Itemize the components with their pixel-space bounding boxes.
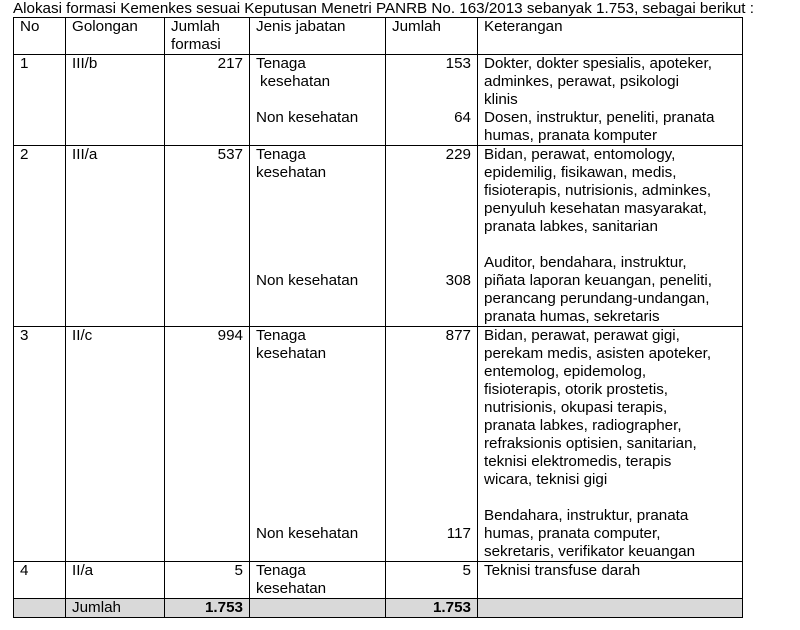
keterangan-line: wicara, teknisi gigi xyxy=(484,471,608,488)
keterangan-line: sekretaris, verifikator keuangan xyxy=(484,543,696,560)
table-row xyxy=(14,146,743,327)
total-row xyxy=(14,599,743,618)
total-jumlah: 1.753 xyxy=(386,599,478,618)
total-empty-no xyxy=(14,599,66,618)
jenis-non-kes: Non kesehatan xyxy=(256,272,359,289)
jenis-kes-line2: kesehatan xyxy=(256,345,327,362)
cell-formasi: 217 xyxy=(165,55,250,146)
header-jumlah-formasi-line2: formasi xyxy=(171,36,221,53)
total-empty-jenis xyxy=(250,599,386,618)
cell-no: 3 xyxy=(14,327,66,562)
jenis-kes-line1: Tenaga xyxy=(256,327,306,344)
keterangan-line: penyuluh kesehatan masyarakat, xyxy=(484,200,707,217)
cell-jumlah xyxy=(386,327,478,562)
table-row xyxy=(14,562,743,599)
jumlah-kes: 153 xyxy=(445,55,471,72)
cell-keterangan: Teknisi transfuse darah xyxy=(478,562,743,599)
cell-no: 2 xyxy=(14,146,66,327)
formasi-table xyxy=(13,17,743,618)
keterangan-line: klinis xyxy=(484,91,518,108)
keterangan-line: Dokter, dokter spesialis, apoteker, xyxy=(484,55,712,72)
keterangan-line: fisioterapis, otorik prostetis, xyxy=(484,381,669,398)
jenis-kes-line1: Tenaga xyxy=(256,55,306,72)
keterangan-line: pranata humas, sekretaris xyxy=(484,308,660,325)
jenis-non-kes: Non kesehatan xyxy=(256,109,359,126)
cell-no: 1 xyxy=(14,55,66,146)
header-no: No xyxy=(14,18,66,55)
header-jumlah-formasi-line1: Jumlah xyxy=(171,18,220,35)
jumlah-non-kes: 308 xyxy=(445,272,471,289)
keterangan-line: Dosen, instruktur, peneliti, pranata xyxy=(484,109,715,126)
cell-golongan: II/a xyxy=(66,562,165,599)
cell-golongan: II/c xyxy=(66,327,165,562)
keterangan-line: perancang perundang-undangan, xyxy=(484,290,710,307)
jenis-kes-line2: kesehatan xyxy=(260,73,331,90)
keterangan-line: Bidan, perawat, perawat gigi, xyxy=(484,327,680,344)
cell-jenis-jabatan xyxy=(250,55,386,146)
cell-jumlah xyxy=(386,146,478,327)
keterangan-line: Auditor, bendahara, instruktur, xyxy=(484,254,687,271)
cell-golongan: III/b xyxy=(66,55,165,146)
keterangan-line: adminkes, perawat, psikologi xyxy=(484,73,680,90)
keterangan-line: fisioterapis, nutrisionis, adminkes, xyxy=(484,182,712,199)
keterangan-line: entemolog, epidemolog, xyxy=(484,363,647,380)
cell-jenis-jabatan xyxy=(250,327,386,562)
keterangan-line: Bendahara, instruktur, pranata xyxy=(484,507,689,524)
keterangan-line: pranata labkes, radiographer, xyxy=(484,417,682,434)
jenis-kes-line1: Tenaga xyxy=(256,562,306,579)
header-jumlah: Jumlah xyxy=(386,18,478,55)
header-keterangan: Keterangan xyxy=(478,18,743,55)
cell-formasi: 994 xyxy=(165,327,250,562)
keterangan-line: nutrisionis, okupasi terapis, xyxy=(484,399,668,416)
cell-formasi: 537 xyxy=(165,146,250,327)
cell-jumlah xyxy=(386,55,478,146)
cell-keterangan xyxy=(478,55,743,146)
cell-jenis-jabatan xyxy=(250,146,386,327)
cell-jumlah: 5 xyxy=(386,562,478,599)
keterangan-line: pranata labkes, sanitarian xyxy=(484,218,658,235)
total-formasi: 1.753 xyxy=(165,599,250,618)
header-jumlah-formasi xyxy=(165,18,250,55)
table-header-row xyxy=(14,18,743,55)
cell-jenis-jabatan xyxy=(250,562,386,599)
cell-no: 4 xyxy=(14,562,66,599)
keterangan-line: refraksionis optisien, sanitarian, xyxy=(484,435,697,452)
keterangan-line: humas, pranata komputer xyxy=(484,127,658,144)
header-jenis-jabatan: Jenis jabatan xyxy=(250,18,386,55)
keterangan-line: piñata laporan keuangan, peneliti, xyxy=(484,272,712,289)
total-label: Jumlah xyxy=(66,599,165,618)
jumlah-kes: 877 xyxy=(445,327,471,344)
header-golongan: Golongan xyxy=(66,18,165,55)
jumlah-kes: 229 xyxy=(445,146,471,163)
jumlah-non-kes: 117 xyxy=(446,525,471,542)
jenis-kes-line2: kesehatan xyxy=(256,580,327,597)
table-row xyxy=(14,327,743,562)
total-empty-keterangan xyxy=(478,599,743,618)
jenis-kes-line1: Tenaga xyxy=(256,146,306,163)
cell-formasi: 5 xyxy=(165,562,250,599)
jumlah-non-kes: 64 xyxy=(454,109,471,126)
cell-keterangan xyxy=(478,146,743,327)
document-caption: Alokasi formasi Kemenkes sesuai Keputusan Menetri PANRB No. 163/2013 sebanyak 1.753, sebagai berikut : xyxy=(13,0,754,17)
jenis-kes-line2: kesehatan xyxy=(256,164,327,181)
keterangan-line: humas, pranata computer, xyxy=(484,525,661,542)
keterangan-line: Bidan, perawat, entomology, xyxy=(484,146,676,163)
cell-keterangan xyxy=(478,327,743,562)
jenis-non-kes: Non kesehatan xyxy=(256,525,359,542)
keterangan-line: teknisi elektromedis, terapis xyxy=(484,453,672,470)
keterangan-line: perekam medis, asisten apoteker, xyxy=(484,345,712,362)
cell-golongan: III/a xyxy=(66,146,165,327)
table-row xyxy=(14,55,743,146)
keterangan-line: epidemilig, fisikawan, medis, xyxy=(484,164,677,181)
